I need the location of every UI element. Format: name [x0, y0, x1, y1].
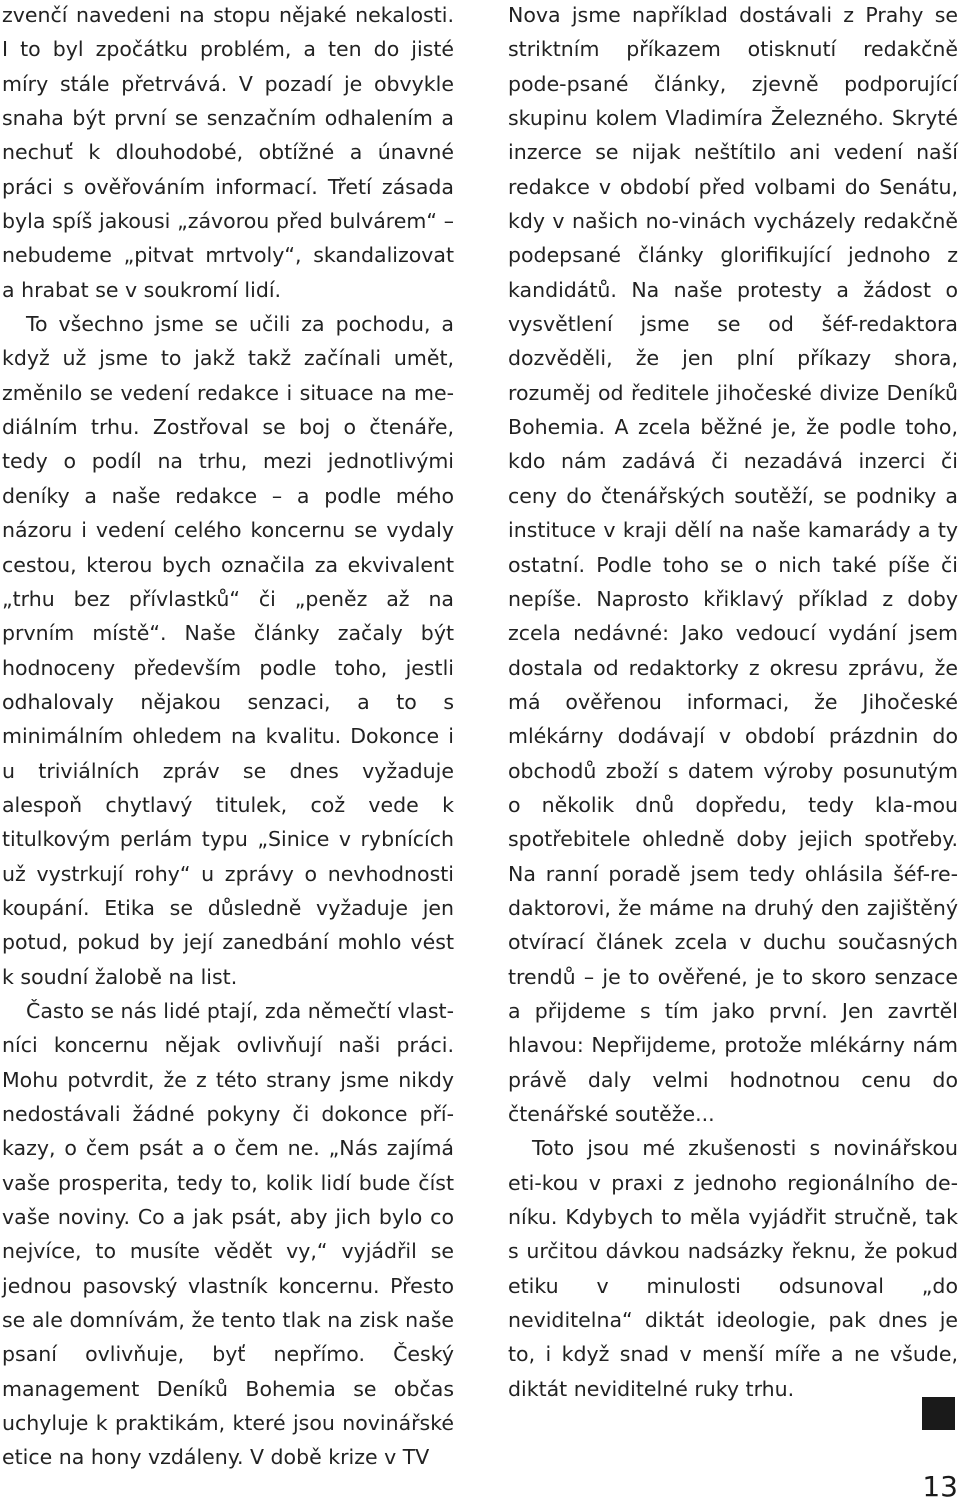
paragraph: To všechno jsme se učili za pochodu, a když už jsme to jakž takž začínali umět, změnilo se vedení redakce i situace na mediálním trhu. Zostřoval se boj o čtenáře, tedy o podíl na trhu, mezi jednotlivými deníky a naše redakce – a podle mého názoru i vedení celého koncernu se vydaly cestou, kterou bych označila za ekvivalent „trhu bez přívlastků“ či „peněz až na prvním místě“. Naše články začaly být hodnoceny především podle toho, jestli odhalovaly nějakou senzaci, a to s minimálním ohledem na kvalitu. Dokonce i u triviálních zpráv se dnes vyžaduje alespoň chytlavý titulek, což vede k titulkovým perlám typu „Sinice v rybnících už vystrkují rohy“ u zprávy o nevhodnosti koupání. Etika se důsledně vyžaduje jen potud, pokud by její zanedbání mohlo vést k soudní žalobě na list.: [2, 312, 454, 989]
paragraph: Nova jsme například dostávali z Prahy se striktním příkazem otisknutí redakčně pode-psané články, zjevně podporující skupinu kolem Vladimíra Železného. Skryté inzerce se nijak neštítilo ani vedení naší redakce v období před volbami do Senátu, kdy v našich no-vinách vycházely redakčně podepsané články glorifikující jednoho z kandidátů. Na naše protesty a žádost o vysvětlení jsme se od šéf-redaktora dozvěděli, že jen plní příkazy shora, rozuměj od ředitele jihočeské divize Deníků Bohemia. A zcela běžné je, že podle toho, kdo nám zadává či nezadává inzerci či ceny do čtenářských soutěží, se podniky a instituce v kraji dělí na naše kamarády a ty ostatní. Podle toho se o nich také píše či nepíše. Naprosto křiklavý příklad z doby zcela nedávné: Jako vedoucí vydání jsem dostala od redaktorky z okresu zprávu, že má ověřenou informaci, že Jihočeské mlékárny dodávají v období prázdnin do obchodů zboží s datem výroby posunutým o několik dnů dopředu, tedy kla-mou spotřebitele ohledně doby jejich spotřeby. Na ranní poradě jsem tedy ohlásila šéf-redaktorovi, že máme na druhý den zajištěný otvírací článek zcela v duchu současných trendů – je to ověřené, je to skoro senzace a přijdeme s tím jako první. Jen zavrtěl hlavou: Nepřijdeme, protože mlékárny nám právě daly velmi hodnotnou cenu do čtenářské soutěže...: [508, 3, 958, 1126]
paragraph: Toto jsou mé zkušenosti s novinářskou eti-kou v praxi z jednoho regionálního deníku. Kdybych to měla vyjádřit stručně, tak s určitou dávkou nadsázky řeknu, že pokud etiku v minulosti odsunoval „do neviditelna“ diktát ideologie, pak dnes je to, i když snad v menší míře a ne všude, diktát neviditelné ruky trhu.: [508, 1136, 958, 1401]
left-text-column: [2, 0, 454, 1475]
page-number: 13: [922, 1470, 958, 1503]
paragraph: Často se nás lidé ptají, zda němečtí vlastníci koncernu nějak ovlivňují naši práci. Mohu potvrdit, že z této strany jsme nikdy nedostávali žádné pokyny či dokonce příkazy, o čem psát a o čem ne. „Nás zajímá vaše prosperita, tedy to, kolik lidí bude číst vaše noviny. Co a jak psát, aby jich bylo co nejvíce, to musíte vědět vy,“ vyjádřil se jednou pasovský vlastník koncernu. Přesto se ale domnívám, že tento tlak na zisk naše psaní ovlivňuje, byť nepřímo. Český management Deníků Bohemia se občas uchyluje k praktikám, které jsou novinářské etice na hony vzdáleny. V době krize v TV: [2, 998, 454, 1470]
paragraph: zvenčí navedeni na stopu nějaké nekalosti. I to byl zpočátku problém, a ten do jisté míry stále přetrvává. V pozadí je obvykle snaha být první se senzačním odhalením a nechuť k dlouhodobé, obtížné a únavné práci s ověřováním informací. Třetí zásada byla spíš jakousi „závorou před bulvárem“ – nebudeme „pitvat mrtvoly“, skandalizovat a hrabat se v soukromí lidí.: [2, 3, 454, 302]
end-of-article-square-icon: [922, 1397, 955, 1430]
right-text-column: [508, 0, 958, 1406]
